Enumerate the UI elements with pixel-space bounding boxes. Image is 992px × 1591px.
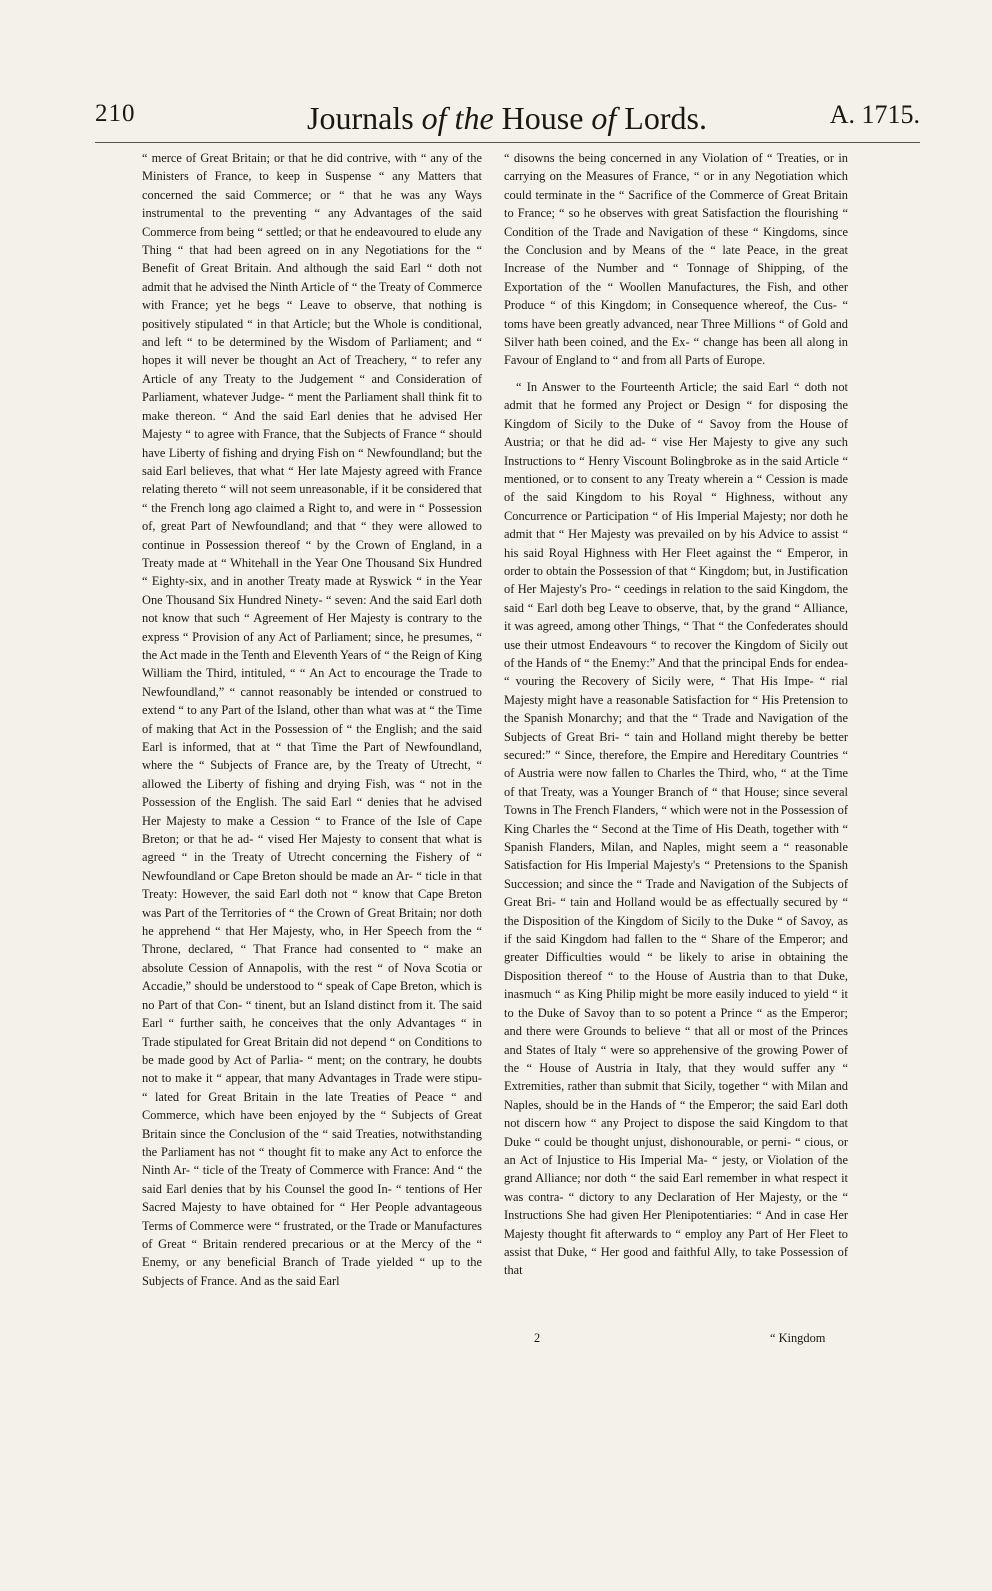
- right-column: [504, 149, 848, 1280]
- signature-mark: 2: [534, 1331, 541, 1345]
- running-header: [95, 92, 920, 143]
- title-of-the: of the: [421, 100, 494, 136]
- right-paragraph-1: “ disowns the being concerned in any Violation of “ Treaties, or in carrying on the Measures of France, “ or in any Negotiation which could terminate in the “ Sacrifice of the Commerce of Great Britain to France; “ so he observes with great Satisfaction the flourishing “ Condition of the Trade and Navigation of these “ Kingdoms, since the Conclusion and by Means of the “ late Peace, in the great Increase of the Number and “ Tonnage of Shipping, of the Exportation of the “ Woollen Manufactures, the Fish, and other Produce “ of this Kingdom; in Consequence whereof, the Cus- “ toms have been greatly advanced, near Three Millions “ of Gold and Silver hath been coined, and the Ex- “ change has been all along in Favour of England to “ and from all Parts of Europe.: [504, 151, 848, 368]
- year-label: A. 1715.: [829, 100, 920, 129]
- right-paragraph-2: “ In Answer to the Fourteenth Article; the said Earl “ doth not admit that he formed any Project or Design “ for disposing the Kingdom of Sicily to the Duke of “ Savoy from the House of Austria; or that he did ad- “ vise Her Majesty to give any such Instructions to “ Henry Viscount Bolingbroke as in the said Article “ mentioned, or to consent to any Treaty wherein a “ Cession is made of the said Kingdom to his Royal “ Highness, without any Concurrence or Participation “ of His Imperial Majesty; nor doth he admit that “ Her Majesty was prevailed on by his Advice to assist “ his said Royal Highness with Her Fleet against the “ Emperor, in order to obtain the Possession of that “ Kingdom; but, in Justification of Her Majesty's Pro- “ ceedings in relation to the said Kingdom, the said “ Earl doth beg Leave to observe, that, by the grand “ Alliance, it was agreed, among other Things, “ That “ the Confederates should use their utmost Endeavours “ to recover the Kingdom of Sicily out of the Hands of “ the Enemy:” And that the principal Ends for endea- “ vouring the Recovery of Sicily were, “ That His Impe- “ rial Majesty might have a reasonable Satisfaction for “ His Pretension to the Spanish Monarchy; and that the “ Trade and Navigation of the Subjects of Great Bri- “ tain and Holland might thereby be better secured:” “ Since, therefore, the Empire and Hereditary Countries “ of Austria were now fallen to Charles the Third, who, “ at the Time of that Treaty, was a Younger Branch of “ that House; since several Towns in The French Flanders, “ which were not in the Possession of King Charles the “ Second at the Time of His Death, together with “ Spanish Flanders, Milan, and Naples, might seem a “ reasonable Satisfaction for His Imperial Majesty's “ Pretensions to the Spanish Succession; and since the “ Trade and Navigation of the Subjects of Great Bri- “ tain and Holland would be as effectually secured by “ the Disposition of the Kingdom of Sicily to the Duke “ of Savoy, as if the said Kingdom had fallen to the “ Share of the Emperor; and greater Difficulties would “ be likely to arise in obtaining the Disposition thereof “ to the House of Austria than to that Duke, inasmuch “ as King Philip might be more easily induced to yield “ it to the Duke of Savoy than to so potent a Prince “ as the Emperor; and there were Grounds to believe “ that all or most of the Princes and States of Italy “ were so apprehensive of the growing Power of the “ House of Austria in Italy, that they would suffer any “ Extremities, rather than submit that Sicily, together “ with Milan and Naples, should be in the Hands of “ the Emperor; the said Earl doth not discern how “ any Project to dispose the said Kingdom to that Duke “ could be thought unjust, dishonourable, or perni- “ cious, or an Act of Injustice to His Imperial Ma- “ jesty, or Violation of the grand Alliance; nor doth “ the said Earl remember in what respect it was contra- “ dictory to any Declaration of Her Majesty, or the “ Instructions She had given Her Plenipotentiaries: “ And in case Her Majesty thought fit afterwards to “ employ any Part of Her Fleet to assist that Duke, “ Her good and faithful Ally, to take Possession of that: [504, 379, 848, 1278]
- title-lords: Lords.: [624, 100, 707, 136]
- left-paragraph-1: “ merce of Great Britain; or that he did contrive, with “ any of the Ministers of France, to keep in Suspense “ any Matters that concerned the said Commerce; or “ that he was any Ways instrumental to the preventing “ any Advantages of the said Commerce from being “ settled; or that he endeavoured to elude any Thing “ that had been agreed on in any Negotiations for the “ Benefit of Great Britain. And although the said Earl “ doth not admit that he advised the Ninth Article of “ the Treaty of Commerce with France; yet he begs “ Leave to observe, that nothing is positively stipulated “ in that Article; but the Whole is conditional, and left “ to be determined by the Wisdom of Parliament; and “ hopes it will never be thought an Act of Treachery, “ to refer any Article of any Treaty to the Judgement “ and Consideration of Parliament, whatever Judge- “ ment the Parliament shall think fit to make thereon. “ And the said Earl denies that he advised Her Majesty “ to agree with France, that the Subjects of France “ should have Liberty of fishing and drying Fish on “ Newfoundland; but the said Earl believes, that what “ Her late Majesty agreed with France relating thereto “ will not seem unreasonable, if it be considered that “ the French long ago claimed a Right to, and were in “ Possession of, great Part of Newfoundland; and that “ they were allowed to continue in Possession thereof “ by the Crown of England, in a Treaty made at “ Whitehall in the Year One Thousand Six Hundred “ Eighty-six, and in another Treaty made at Ryswick “ in the Year One Thousand Six Hundred Ninety- “ seven: And the said Earl doth not know that such “ Agreement of Her Majesty is contrary to the express “ Provision of any Act of Parliament; since, he presumes, “ the Act made in the Tenth and Eleventh Years of “ the Reign of King William the Third, intituled, “ “ An Act to encourage the Trade to Newfoundland,” “ cannot reasonably be intended or construed to extend “ to any Part of the Island, other than what was at “ the Time of making that Act in the Possession of “ the English; and the said Earl is informed, that at “ that Time the Part of Newfoundland, where the “ Subjects of France are, by the Treaty of Utrecht, “ allowed the Liberty of fishing and drying Fish, was “ not in the Possession of the English. The said Earl “ denies that he advised Her Majesty to make a Cession “ to France of the Isle of Cape Breton; or that he ad- “ vised Her Majesty to consent that what is agreed “ in the Treaty of Utrecht concerning the Fishery of “ Newfoundland or Cape Breton should be made an Ar- “ ticle in that Treaty: However, the said Earl doth not “ know that Cape Breton was Part of the Territories of “ the Crown of Great Britain; nor doth he apprehend “ that Her Majesty, who, in Her Speech from the “ Throne, declared, “ That France had consented to “ make an absolute Cession of Annapolis, with the rest “ of Nova Scotia or Accadie,” should be understood to “ speak of Cape Breton, which is no Part of that Con- “ tinent, but an Island distinct from it. The said Earl “ further saith, he conceives that the only Advantages “ in Trade stipulated for Great Britain did not depend “ on Conditions to be made good by Act of Parlia- “ ment; on the contrary, he doubts not to make it “ appear, that many Advantages in Trade were stipu- “ lated for Great Britain in the late Treaties of Peace “ and Commerce, which have been enjoyed by the “ Subjects of Great Britain since the Conclusion of the “ said Treaties, notwithstanding the Parliament has not “ thought fit to make any Act to enforce the Ninth Ar- “ ticle of the Treaty of Commerce with France: And “ the said Earl denies that by his Counsel the good In- “ tentions of Her Sacred Majesty to have obtained for “ Her People advantageous Terms of Commerce were “ frustrated, or the Trade or Manufactures of Great “ Britain rendered precarious or at the Mercy of the “ Enemy, or any beneficial Branch of Trade yielded “ up to the Subjects of France. And as the said Earl: [142, 151, 482, 1288]
- journal-title: [307, 100, 707, 137]
- title-house: House: [501, 100, 584, 136]
- title-of: of: [591, 100, 617, 136]
- page-number: 210: [95, 100, 136, 127]
- catchword: “ Kingdom: [770, 1331, 826, 1345]
- title-journals: Journals: [307, 100, 414, 136]
- left-column: [142, 149, 482, 1290]
